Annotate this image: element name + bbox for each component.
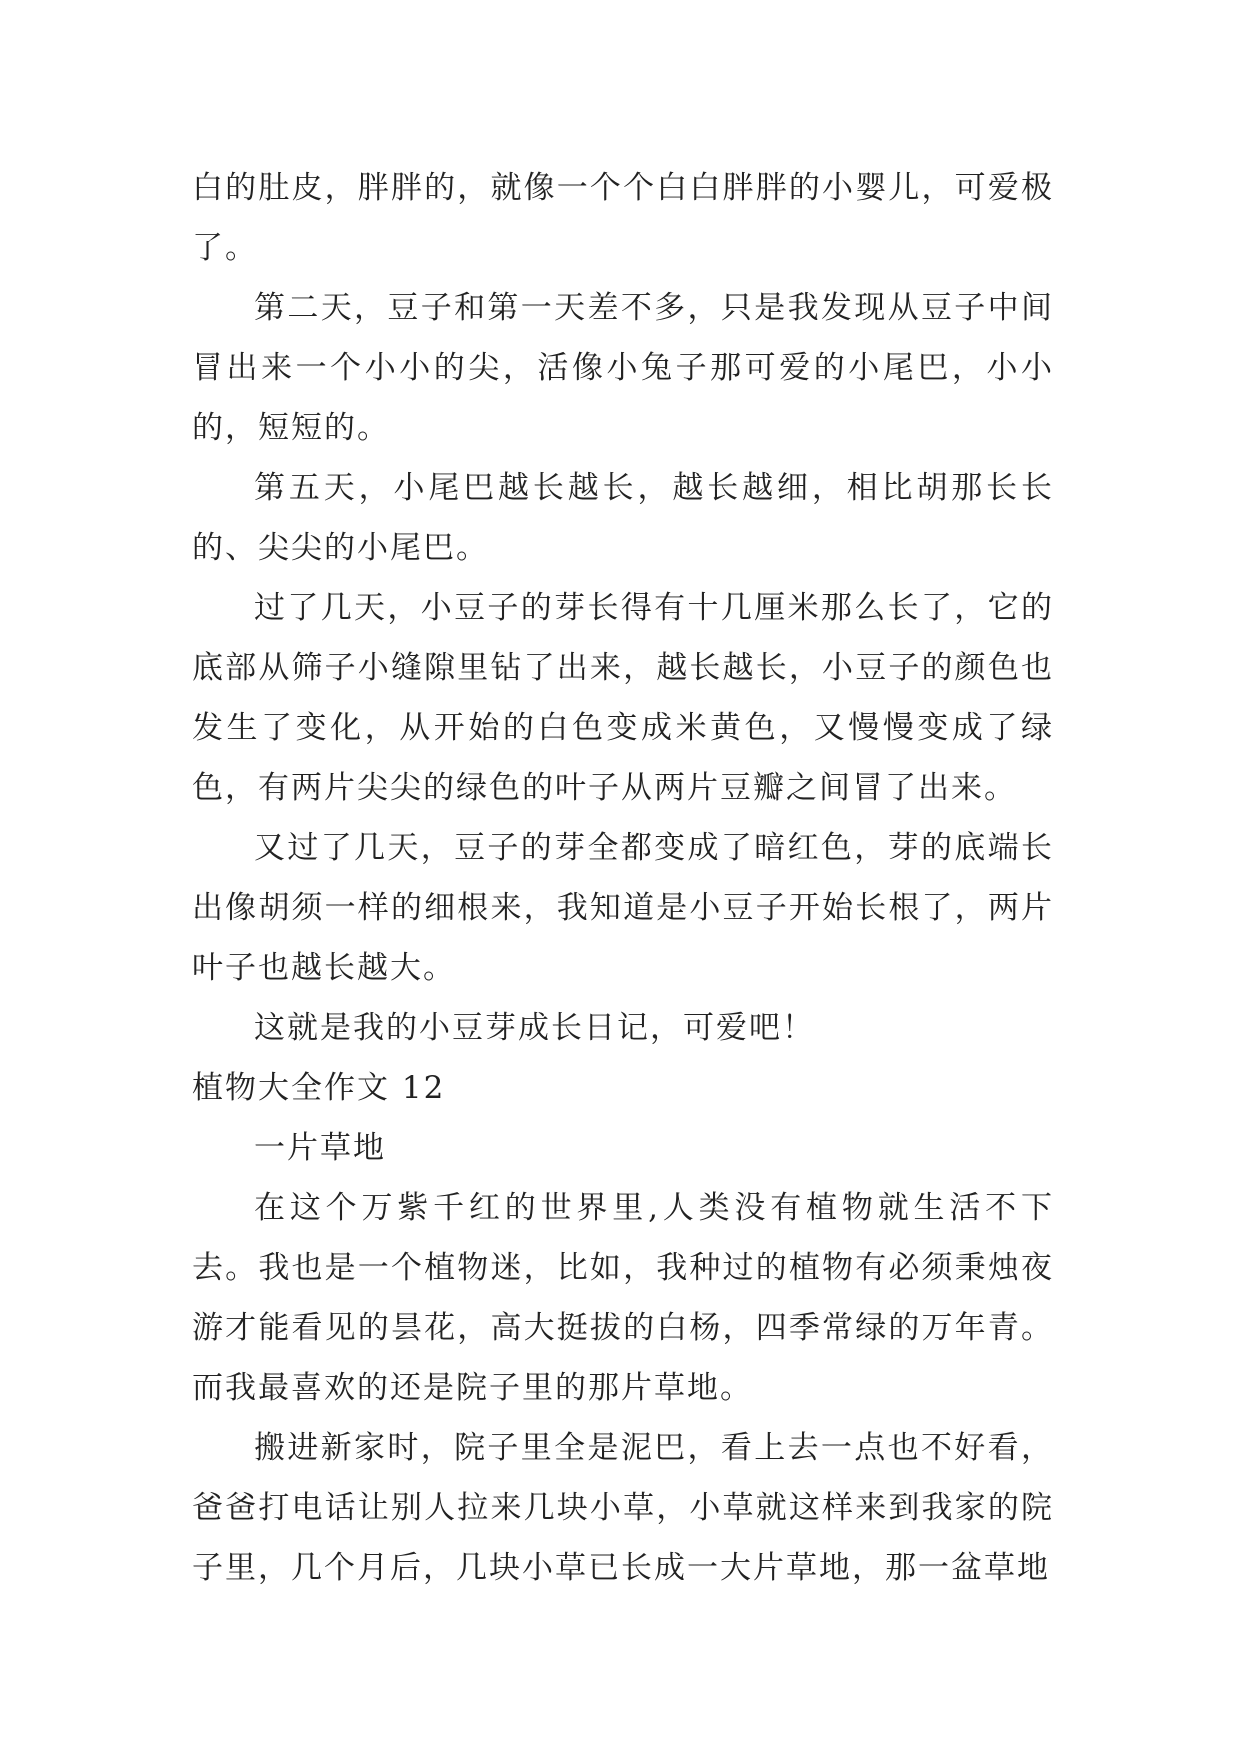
paragraph: 过了几天，小豆子的芽长得有十几厘米那么长了，它的底部从筛子小缝隙里钻了出来，越长越长，小豆子的颜色也发生了变化，从开始的白色变成米黄色，又慢慢变成了绿色，有两片尖尖的绿色的叶子从两片豆瓣之间冒了出来。 — [192, 590, 1054, 806]
paragraph: 这就是我的小豆芽成长日记，可爱吧！ — [254, 1010, 815, 1046]
paragraph: 第五天，小尾巴越长越长，越长越细，相比胡那长长的、尖尖的小尾巴。 — [192, 470, 1054, 566]
paragraph: 又过了几天，豆子的芽全都变成了暗红色，芽的底端长出像胡须一样的细根来，我知道是小豆子开始长根了，两片叶子也越长越大。 — [192, 830, 1054, 986]
paragraph: 一片草地 — [254, 1130, 386, 1166]
section-title: 植物大全作文 12 — [192, 1070, 446, 1106]
paragraph: 在这个万紫千红的世界里,人类没有植物就生活不下去。我也是一个植物迷，比如，我种过的植物有必须秉烛夜游才能看见的昙花，高大挺拔的白杨，四季常绿的万年青。而我最喜欢的还是院子里的那片草地。 — [192, 1190, 1054, 1406]
document-body — [192, 158, 1054, 1598]
paragraph: 白的肚皮，胖胖的，就像一个个白白胖胖的小婴儿，可爱极了。 — [192, 170, 1054, 266]
paragraph: 搬进新家时，院子里全是泥巴，看上去一点也不好看，爸爸打电话让别人拉来几块小草，小草就这样来到我家的院子里，几个月后，几块小草已长成一大片草地，那一盆草地 — [192, 1430, 1054, 1586]
paragraph: 第二天，豆子和第一天差不多，只是我发现从豆子中间冒出来一个小小的尖，活像小兔子那可爱的小尾巴，小小的，短短的。 — [192, 290, 1054, 446]
